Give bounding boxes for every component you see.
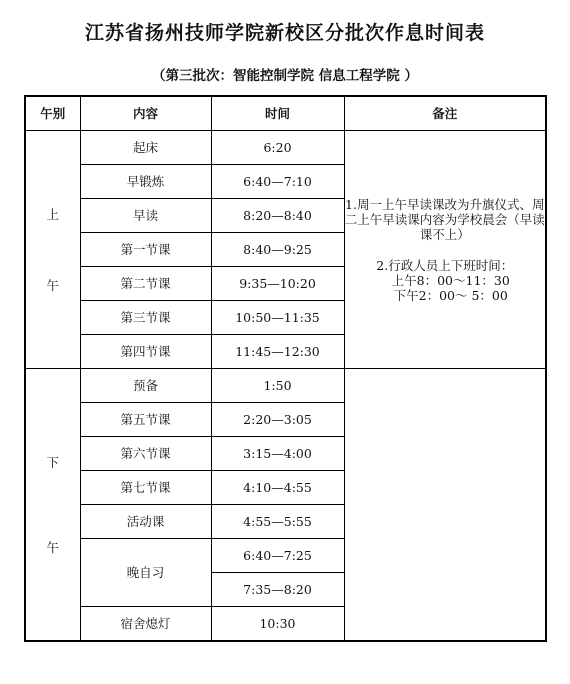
header-notes: 备注 [344, 96, 546, 131]
note-item-2-title: 2.行政人员上下班时间： [376, 257, 514, 273]
period-afternoon-bottom: 午 [46, 539, 59, 555]
content-cell: 预备 [80, 369, 211, 403]
period-morning-top: 上 [46, 206, 59, 222]
table-row [25, 369, 546, 403]
notes-empty-cell [344, 369, 546, 642]
time-cell: 1:50 [211, 369, 344, 403]
content-cell: 第一节课 [80, 233, 211, 267]
content-cell-evening-study: 晚自习 [80, 539, 211, 607]
content-cell: 活动课 [80, 505, 211, 539]
notes-cell [344, 131, 546, 369]
time-cell: 4:10—4:55 [211, 471, 344, 505]
content-cell: 第三节课 [80, 301, 211, 335]
note-item-2-am: 上午8：00～11：30 [391, 272, 510, 288]
content-cell: 起床 [80, 131, 211, 165]
header-content: 内容 [80, 96, 211, 131]
page-subtitle: （第三批次：智能控制学院 信息工程学院 ） [152, 68, 418, 84]
content-cell: 第六节课 [80, 437, 211, 471]
time-cell: 11:45—12:30 [211, 335, 344, 369]
time-cell: 10:50—11:35 [211, 301, 344, 335]
note-item-1: 1.周一上午早读课改为升旗仪式、周二上午早读课内容为学校晨会（早读课不上） [344, 196, 545, 242]
content-cell: 早读 [80, 199, 211, 233]
time-cell: 10:30 [211, 607, 344, 642]
content-cell: 早锻炼 [80, 165, 211, 199]
time-cell: 2:20—3:05 [211, 403, 344, 437]
table-row [25, 131, 546, 165]
content-cell: 第五节课 [80, 403, 211, 437]
header-time: 时间 [211, 96, 344, 131]
note-item-2-pm: 下午2：00～ 5：00 [393, 287, 508, 303]
time-cell: 6:40—7:10 [211, 165, 344, 199]
period-morning-bottom: 午 [46, 277, 59, 293]
period-afternoon [25, 369, 80, 642]
header-period: 午别 [25, 96, 80, 131]
period-morning [25, 131, 80, 369]
time-cell: 9:35—10:20 [211, 267, 344, 301]
time-cell: 7:35—8:20 [211, 573, 344, 607]
time-cell: 6:40—7:25 [211, 539, 344, 573]
schedule-table [24, 95, 547, 642]
content-cell: 第四节课 [80, 335, 211, 369]
time-cell: 3:15—4:00 [211, 437, 344, 471]
content-cell: 第七节课 [80, 471, 211, 505]
content-cell: 第二节课 [80, 267, 211, 301]
period-afternoon-top: 下 [46, 454, 59, 470]
time-cell: 4:55—5:55 [211, 505, 344, 539]
time-cell: 8:20—8:40 [211, 199, 344, 233]
header-row [25, 96, 546, 131]
time-cell: 6:20 [211, 131, 344, 165]
page-title: 江苏省扬州技师学院新校区分批次作息时间表 [84, 22, 485, 44]
content-cell: 宿舍熄灯 [80, 607, 211, 642]
time-cell: 8:40—9:25 [211, 233, 344, 267]
